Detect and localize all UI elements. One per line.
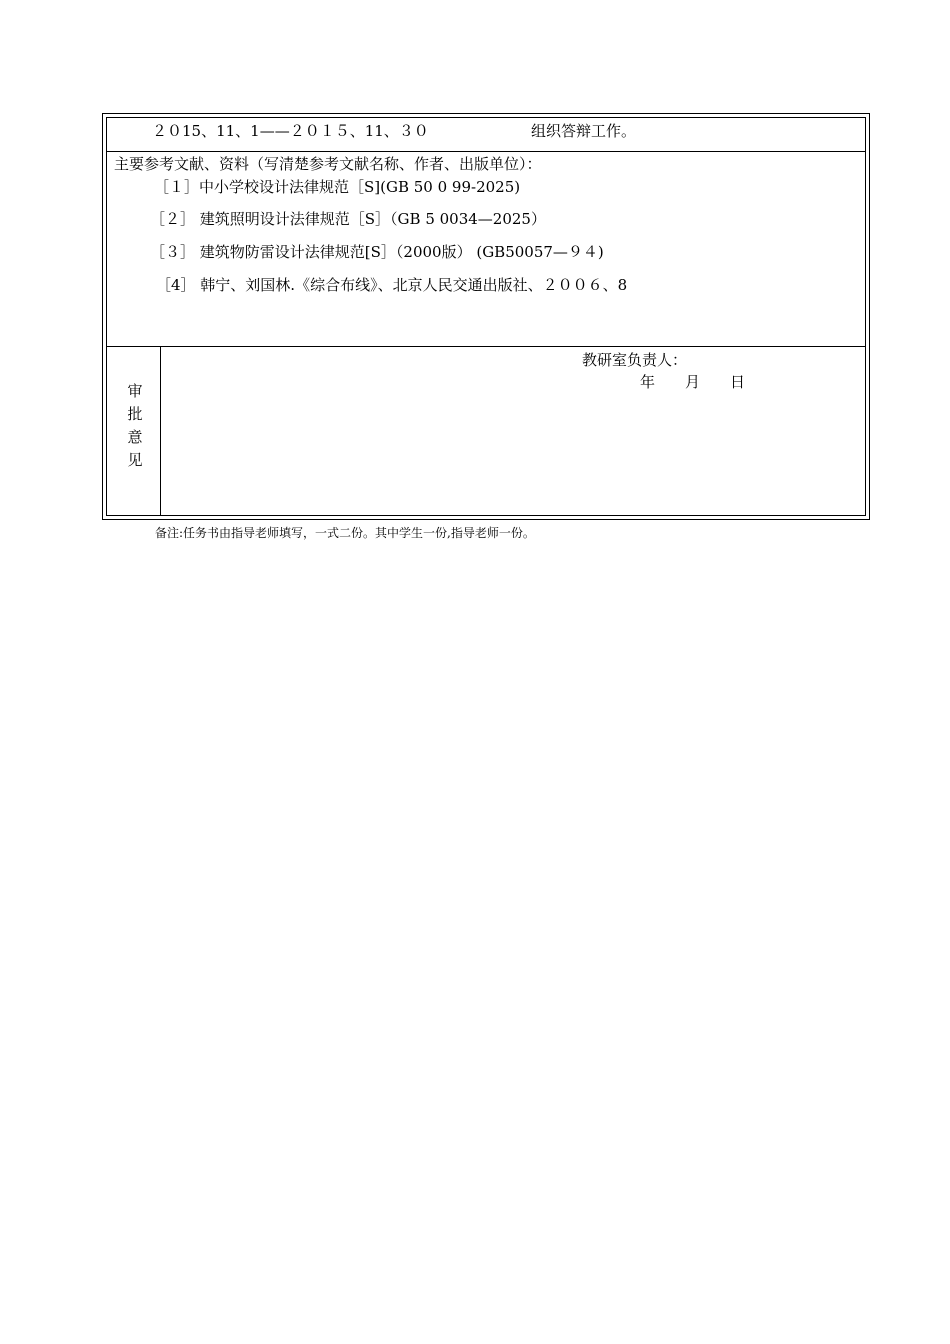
approval-label xyxy=(125,380,145,472)
task-form-table xyxy=(102,113,870,520)
approval-label-char: 批 xyxy=(127,405,143,423)
task-form-inner-border xyxy=(106,117,866,516)
approval-date-line: 年 月 日 xyxy=(640,373,746,391)
approval-column-divider xyxy=(160,346,161,515)
reference-item-4: ［4］ 韩宁、刘国林.《综合布线》、北京人民交通出版社、２００６、8 xyxy=(156,276,628,294)
reference-item-3: ［３］ 建筑物防雷设计法律规范[S］（2000版） (GB50057—９４) xyxy=(150,243,604,261)
footnote: 备注:任务书由指导老师填写，一式二份。其中学生一份,指导老师一份。 xyxy=(155,526,535,540)
approval-label-char: 审 xyxy=(127,382,143,400)
schedule-task: 组织答辩工作。 xyxy=(531,122,637,140)
row-divider-schedule xyxy=(107,151,865,152)
references-heading: 主要参考文献、资料（写清楚参考文献名称、作者、出版单位）： xyxy=(114,155,542,173)
approval-label-char: 见 xyxy=(127,451,143,469)
responsible-person-label: 教研室负责人： xyxy=(582,351,688,369)
approval-label-char: 意 xyxy=(127,428,143,446)
row-divider-references xyxy=(107,346,865,347)
schedule-date-range: ２０15、11、1——２０１５、11、３０ xyxy=(152,122,429,140)
reference-item-2: ［２］ 建筑照明设计法律规范［S］（GB 5 0034—2025） xyxy=(150,210,546,228)
reference-item-1: ［１］中小学校设计法律规范［S](GB 50 0 99-2025) xyxy=(154,178,521,196)
